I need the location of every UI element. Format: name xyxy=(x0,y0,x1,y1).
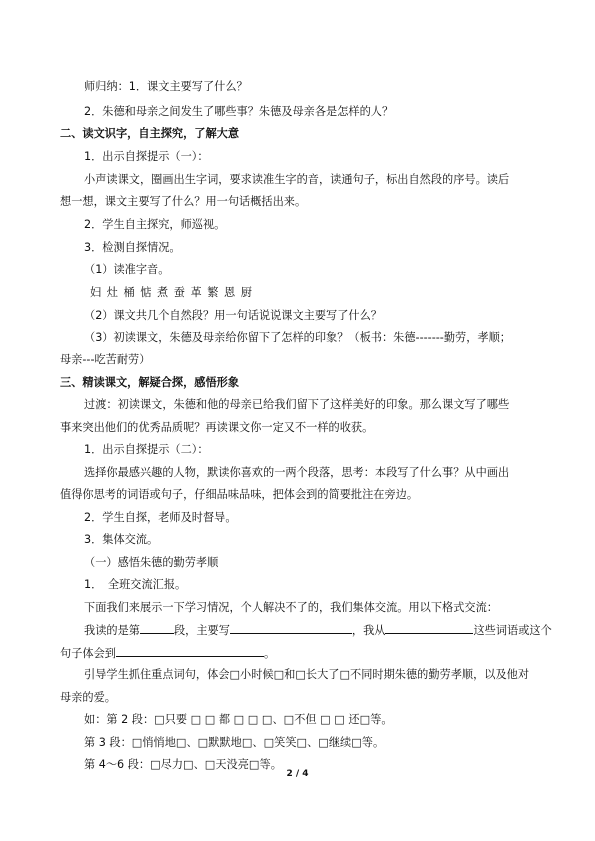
format-text: 这些词语或这个 xyxy=(473,624,552,637)
fill-blank xyxy=(140,623,174,634)
format-text: 我读的是第 xyxy=(84,624,140,637)
text-line: 母亲---吃苦耐劳） xyxy=(60,353,151,366)
section-heading: 三、精读课文，解疑合探，感悟形象 xyxy=(60,376,240,389)
fill-blank xyxy=(385,623,473,634)
text-line: 值得你思考的词语或句子，仔细品味品味，把体会到的简要批注在旁边。 xyxy=(60,488,419,501)
text-line: 师归纳：1．课文主要写了什么？ xyxy=(84,80,248,93)
text-line: 3．集体交流。 xyxy=(84,533,159,546)
text-line: 2．学生自探，老师及时督导。 xyxy=(84,511,237,524)
text-line: 2．朱德和母亲之间发生了哪些事？朱德及母亲各是怎样的人？ xyxy=(84,105,394,118)
text-line: 1． 全班交流汇报。 xyxy=(84,578,187,591)
text-line: 事来突出他们的优秀品质呢？再读课文你一定又不一样的收获。 xyxy=(60,421,374,434)
format-text: 句子体会到 xyxy=(60,647,116,660)
page-number: 2 / 4 xyxy=(286,769,309,779)
format-text: ，我从 xyxy=(351,624,386,637)
text-line: （一）感悟朱德的勤劳孝顺 xyxy=(84,556,219,569)
format-line-1 xyxy=(84,623,552,638)
text-line: 引导学生抓住重点词句，体会□小时候□和□长大了□不同时期朱德的勤劳孝顺，以及他对 xyxy=(84,668,530,681)
text-line: 3．检测自探情况。 xyxy=(84,241,181,254)
text-line: 1．出示自探提示（二）： xyxy=(84,443,209,456)
example-line: 第 3 段：□悄悄地□、□默默地□、□笑笑□、□继续□等。 xyxy=(84,736,385,749)
format-text: 。 xyxy=(263,647,276,660)
text-line: 2．学生自主探究，师巡视。 xyxy=(84,218,226,231)
text-line: 过渡：初读课文，朱德和他的母亲已给我们留下了这样美好的印象。那么课文写了哪些 xyxy=(84,398,510,411)
format-text: 段，主要写 xyxy=(173,624,230,637)
text-line: 母亲的爱。 xyxy=(60,691,116,704)
example-line: 如：第 2 段：□只要 □ □ 都 □ □ □、□不但 □ □ 还□等。 xyxy=(84,713,393,726)
text-line: （3）初读课文，朱德及母亲给你留下了怎样的印象？（板书：朱德-------勤劳，孝顺； xyxy=(84,331,511,344)
example-line: 第 4～6 段：□尽力□、□天没亮□等。 xyxy=(84,758,282,771)
text-line: （2）课文共几个自然段？用一句话说说课文主要写了什么？ xyxy=(84,309,382,322)
text-line: 1．出示自探提示（一）： xyxy=(84,150,209,163)
text-line: 想一想，课文主要写了什么？用一句话概括出来。 xyxy=(60,195,307,208)
text-line: 小声读课文，圈画出生字词，要求读准生字的音，读通句子，标出自然段的序号。读后 xyxy=(84,173,510,186)
fill-blank xyxy=(230,623,352,634)
text-line: 选择你最感兴趣的人物，默读你喜欢的一两个段落，思考：本段写了什么事？从中画出 xyxy=(84,466,510,479)
character-list: 妇 灶 桶 惦 煮 蚕 革 繁 恩 厨 xyxy=(90,286,253,299)
section-heading: 二、读文识字，自主探究，了解大意 xyxy=(60,127,240,140)
text-line: （1）读准字音。 xyxy=(84,263,170,276)
fill-blank xyxy=(116,646,264,657)
text-line: 下面我们来展示一下学习情况，个人解决不了的，我们集体交流。用以下格式交流： xyxy=(84,601,498,614)
format-line-2 xyxy=(60,646,275,661)
